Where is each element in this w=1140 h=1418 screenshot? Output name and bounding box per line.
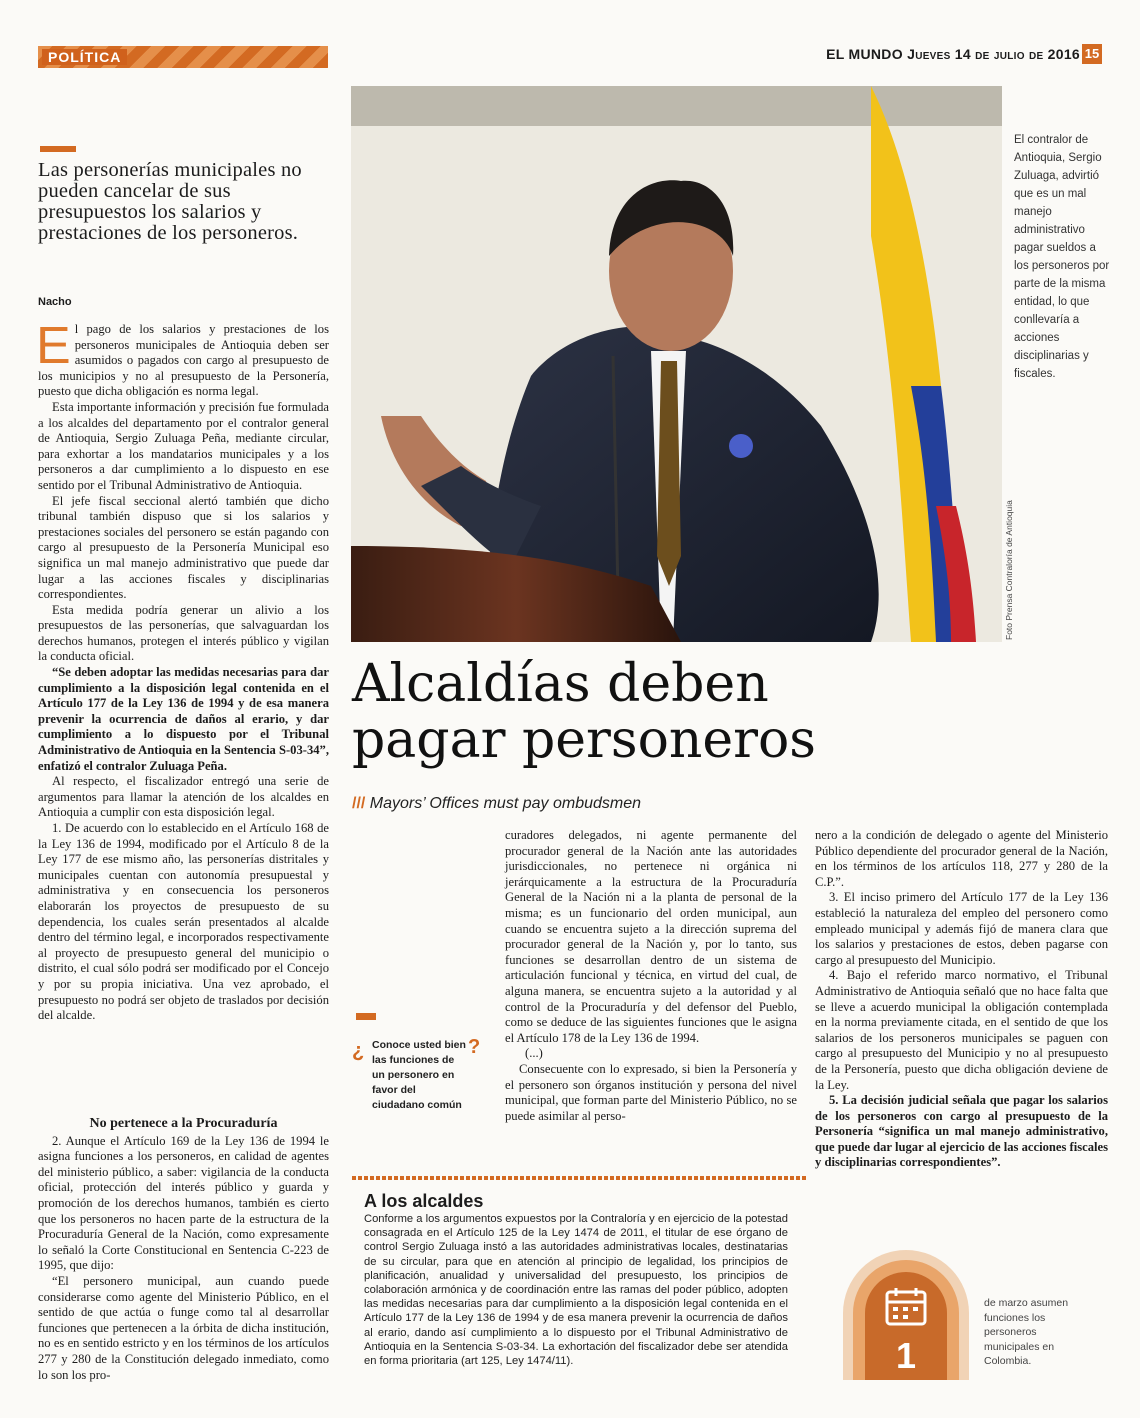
english-subtitle [352,795,641,813]
masthead [826,46,1080,62]
left-column-continued [38,1116,329,1383]
paragraph: El pago de los salarios y prestaciones de los personeros municipales de Antioquia deben ser asumidos o pagados con cargo al presupuesto de los municipios y no al presupuesto de la Personería, puesto que dicha obligación es norma legal. [36,317,329,399]
paragraph: 1. De acuerdo con lo establecido en el Artículo 168 de la Ley 136 de 1994, modificado por el Artículo 8 de la Ley 177 de ese mismo año, las personerías distritales y municipales cuentan con autonomía presupuestal y administrativa y en consecuencia los personeros elaborarán los proyectos de presupuesto de su dependencia, los cuales serán presentados al alcalde dentro del término legal, e incorporados respectivamente al proyecto de presupuesto general del municipio o distrito, el cual sólo podrá ser modificado por el Concejo y por su propia iniciativa. Una vez aprobado, el presupuesto no podrá ser objeto de traslados por decisión del alcalde. [38,821,329,1023]
paper-name: EL MUNDO [826,46,903,62]
article-photo [351,86,1002,642]
paragraph: Al respecto, el fiscalizador entregó una serie de argumentos para llamar la atención de los alcaldes en Antioquia a cumplir con esta disposición legal. [38,774,329,820]
drop-cap: E [36,317,71,375]
paragraph: 5. La decisión judicial señala que pagar los salarios de los personeros con cargo al presupuesto de la Personería “significa un mal manejo administrativo, que puede dar lugar al ejercicio de las acciones fiscales y disciplinarias correspondientes”. [815,1093,1108,1170]
headline-line-2: pagar personeros [352,710,816,770]
section-tag [38,46,328,68]
speaker-illustration [351,86,1002,642]
infographic-badge [843,1250,969,1380]
paragraph: curadores delegados, ni agente permanente del procurador general de la Nación ante las autoridades jurisdiccionales, no pertenece ni orgánica ni jerárquicamente a la estructura de la Procuraduría General de la Nación ni a la planta de personal de la misma; es un funcionario del orden municipal, aun cuando se encuentra sujeto a la dirección suprema del procurador general de la Nación y, por lo tanto, sus funciones se desarrollan dentro de un sistema de articulación funcional y técnica, en virtud del cual, de alguna manera, se encuentra sujeto a la autoridad y al control de la Procuraduría y del defensor del Pueblo, como se deduce de las siguientes funciones que le asigna el Artículo 178 de la Ley 136 de 1994. [505,828,797,1045]
question-open-mark: ¿ [352,1040,365,1062]
box-title: A los alcaldes [364,1191,484,1211]
infographic-number: 1 [895,1335,917,1376]
section-label: POLÍTICA [42,49,127,65]
headline [352,656,1072,768]
sidebar-bar [356,1013,376,1020]
paragraph: Consecuente con lo expresado, si bien la Personería y el personero son órganos institución y persona del nivel municipal, que forman parte del Ministerio Público, no se puede asimilar al perso- [505,1061,797,1123]
photo-credit: Foto Prensa Contraloría de Antioquia [1004,500,1014,640]
paragraph: 4. Bajo el referido marco normativo, el Tribunal Administrativo de Antioquia señaló que no hace falta que se lleve a acuerdo municipal la obligación contemplada en la norma previamente citada, en el sentido de que los salarios de los personeros municipales se paguen con cargo al presupuesto del Municipio y no al presupuesto de la Personería, puesto que dicha obligación deviene de la Ley. [815,968,1108,1092]
arch-graphic [843,1250,969,1380]
paragraph: (...) [525,1046,543,1061]
paragraph: 3. El inciso primero del Artículo 177 de la Ley 136 estableció la naturaleza del empleo del personero como empleado municipal y además fijó de manera clara que los salarios y prestaciones de estos, deben pagarse con cargo al presupuesto del Municipio. [815,890,1108,967]
quote-paragraph: “Se deben adoptar las medidas necesarias para dar cumplimiento a la disposición legal contenida en el Artículo 177 de la Ley 136 de 1994 y de esa manera prevenir la ocurrencia de daños al erario, y dar cumplimiento a lo dispuesto por el Tribunal Administrativo de Antioquia en la Sentencia S-03-34”, enfatizó el contralor Zuluaga Peña. [38,665,329,773]
question-close-mark: ? [468,1036,481,1058]
lede: Las personerías municipales no pueden cancelar de sus presupuestos los salarios y prestaciones de los personeros. [38,159,302,244]
page-number: 15 [1082,44,1102,64]
infographic-text: de marzo asumen funciones los personeros municipales en Colombia. [984,1297,1069,1367]
subtitle-text: Mayors’ Offices must pay ombudsmen [369,795,642,812]
middle-column [505,828,797,1124]
kicker-bar [40,146,76,152]
headline-line-1: Alcaldías deben [352,654,769,714]
right-column [815,828,1108,1171]
subhead: No pertenece a la Procuraduría [89,1116,278,1131]
photo-caption: El contralor de Antioquia, Sergio Zuluaga, advirtió que es un mal manejo administrativo pagar sueldos a los personeros por parte de la misma entidad, lo que conllevaría a acciones disciplinarias y fiscales. [1014,134,1110,380]
subtitle-mark: /// [352,795,366,812]
paragraph: 2. Aunque el Artículo 169 de la Ley 136 de 1994 le asigna funciones a los personeros, en calidad de agentes del ministerio público, a saber: vigilancia de la conducta oficial, protección del interés público y guarda y promoción de los derechos humanos, también es cierto que los personeros no hacen parte de la estructura de la Procuraduría General de la Nación, como expresamente lo señaló la Corte Constitucional en Sentencia C-223 de 1995, que dijo: [38,1133,329,1273]
paragraph: Esta importante información y precisión fue formulada a los alcaldes del departamento por el contralor general de Antioquia, Sergio Zuluaga Peña, mediante circular, para exhortar a los mandatarios municipales y a los personeros a dar cumplimiento a lo dispuesto en ese sentido por el Tribunal Administrativo de Antioquia. [38,399,329,492]
box-body: Conforme a los argumentos expuestos por la Contraloría y en ejercicio de la potestad consagrada en el Artículo 125 de la Ley 1474 de 2011, el titular de ese órgano de control Sergio Zuluaga instó a las autoridades administrativas locales, destinatarias de su circular, para que en atención al principio de legalidad, los principios de planificación, anualidad y universalidad del presupuesto, los principios de colaboración armónica y de coordinación entre las ramas del poder público, adopten las medidas necesarias para dar cumplimiento a la disposición legal contenida en el Artículo 177 de la Ley 136 de 1994 y de esa manera prevenir la ocurrencia de daños al erario, dando así cumplimiento a lo dispuesto por el Tribunal Administrativo de Antioquia en la Sentencia S-03-34. La exhortación del fiscalizador debe ser atendida en forma prioritaria (art 125, Ley 1474/11). [364,1213,788,1368]
left-column [36,317,329,1024]
issue-date: Jueves 14 de julio de 2016 [907,46,1080,62]
sidebar-text: Conoce usted bien las funciones de un personero en favor del ciudadano común [372,1039,466,1111]
box-divider [352,1176,807,1180]
quote-paragraph: “El personero municipal, aun cuando puede considerarse como agente del Ministerio Público, en el sentido de que actúa o funge como tal al desarrollar funciones que pertenecen a la órbita de dicha institución, no es en sentido estricto y en los términos de los artículos 277 y 280 de la Constitución delegado inmediato, como lo son los pro- [38,1273,329,1382]
paragraph: Esta medida podría generar un alivio a los presupuestos de las personerías, que salvaguardan los derechos humanos, protegen el interés público y vigilan la conducta oficial. [38,602,329,664]
paragraph: El jefe fiscal seccional alertó también que dicho tribunal también dispuso que si los salarios y prestaciones sociales del personero se están pagando con cargo al presupuesto de la Personería Municipal eso significa un mal manejo administrativo que puede dar lugar a las acciones fiscales y disciplinarias correspondientes. [38,493,329,602]
paragraph: nero a la condición de delegado o agente del Ministerio Público dependiente del procurador general de la Nación, en los términos de los artículos 118, 277 y 280 de la C.P.”. [815,828,1108,889]
byline: Nacho [38,296,72,308]
